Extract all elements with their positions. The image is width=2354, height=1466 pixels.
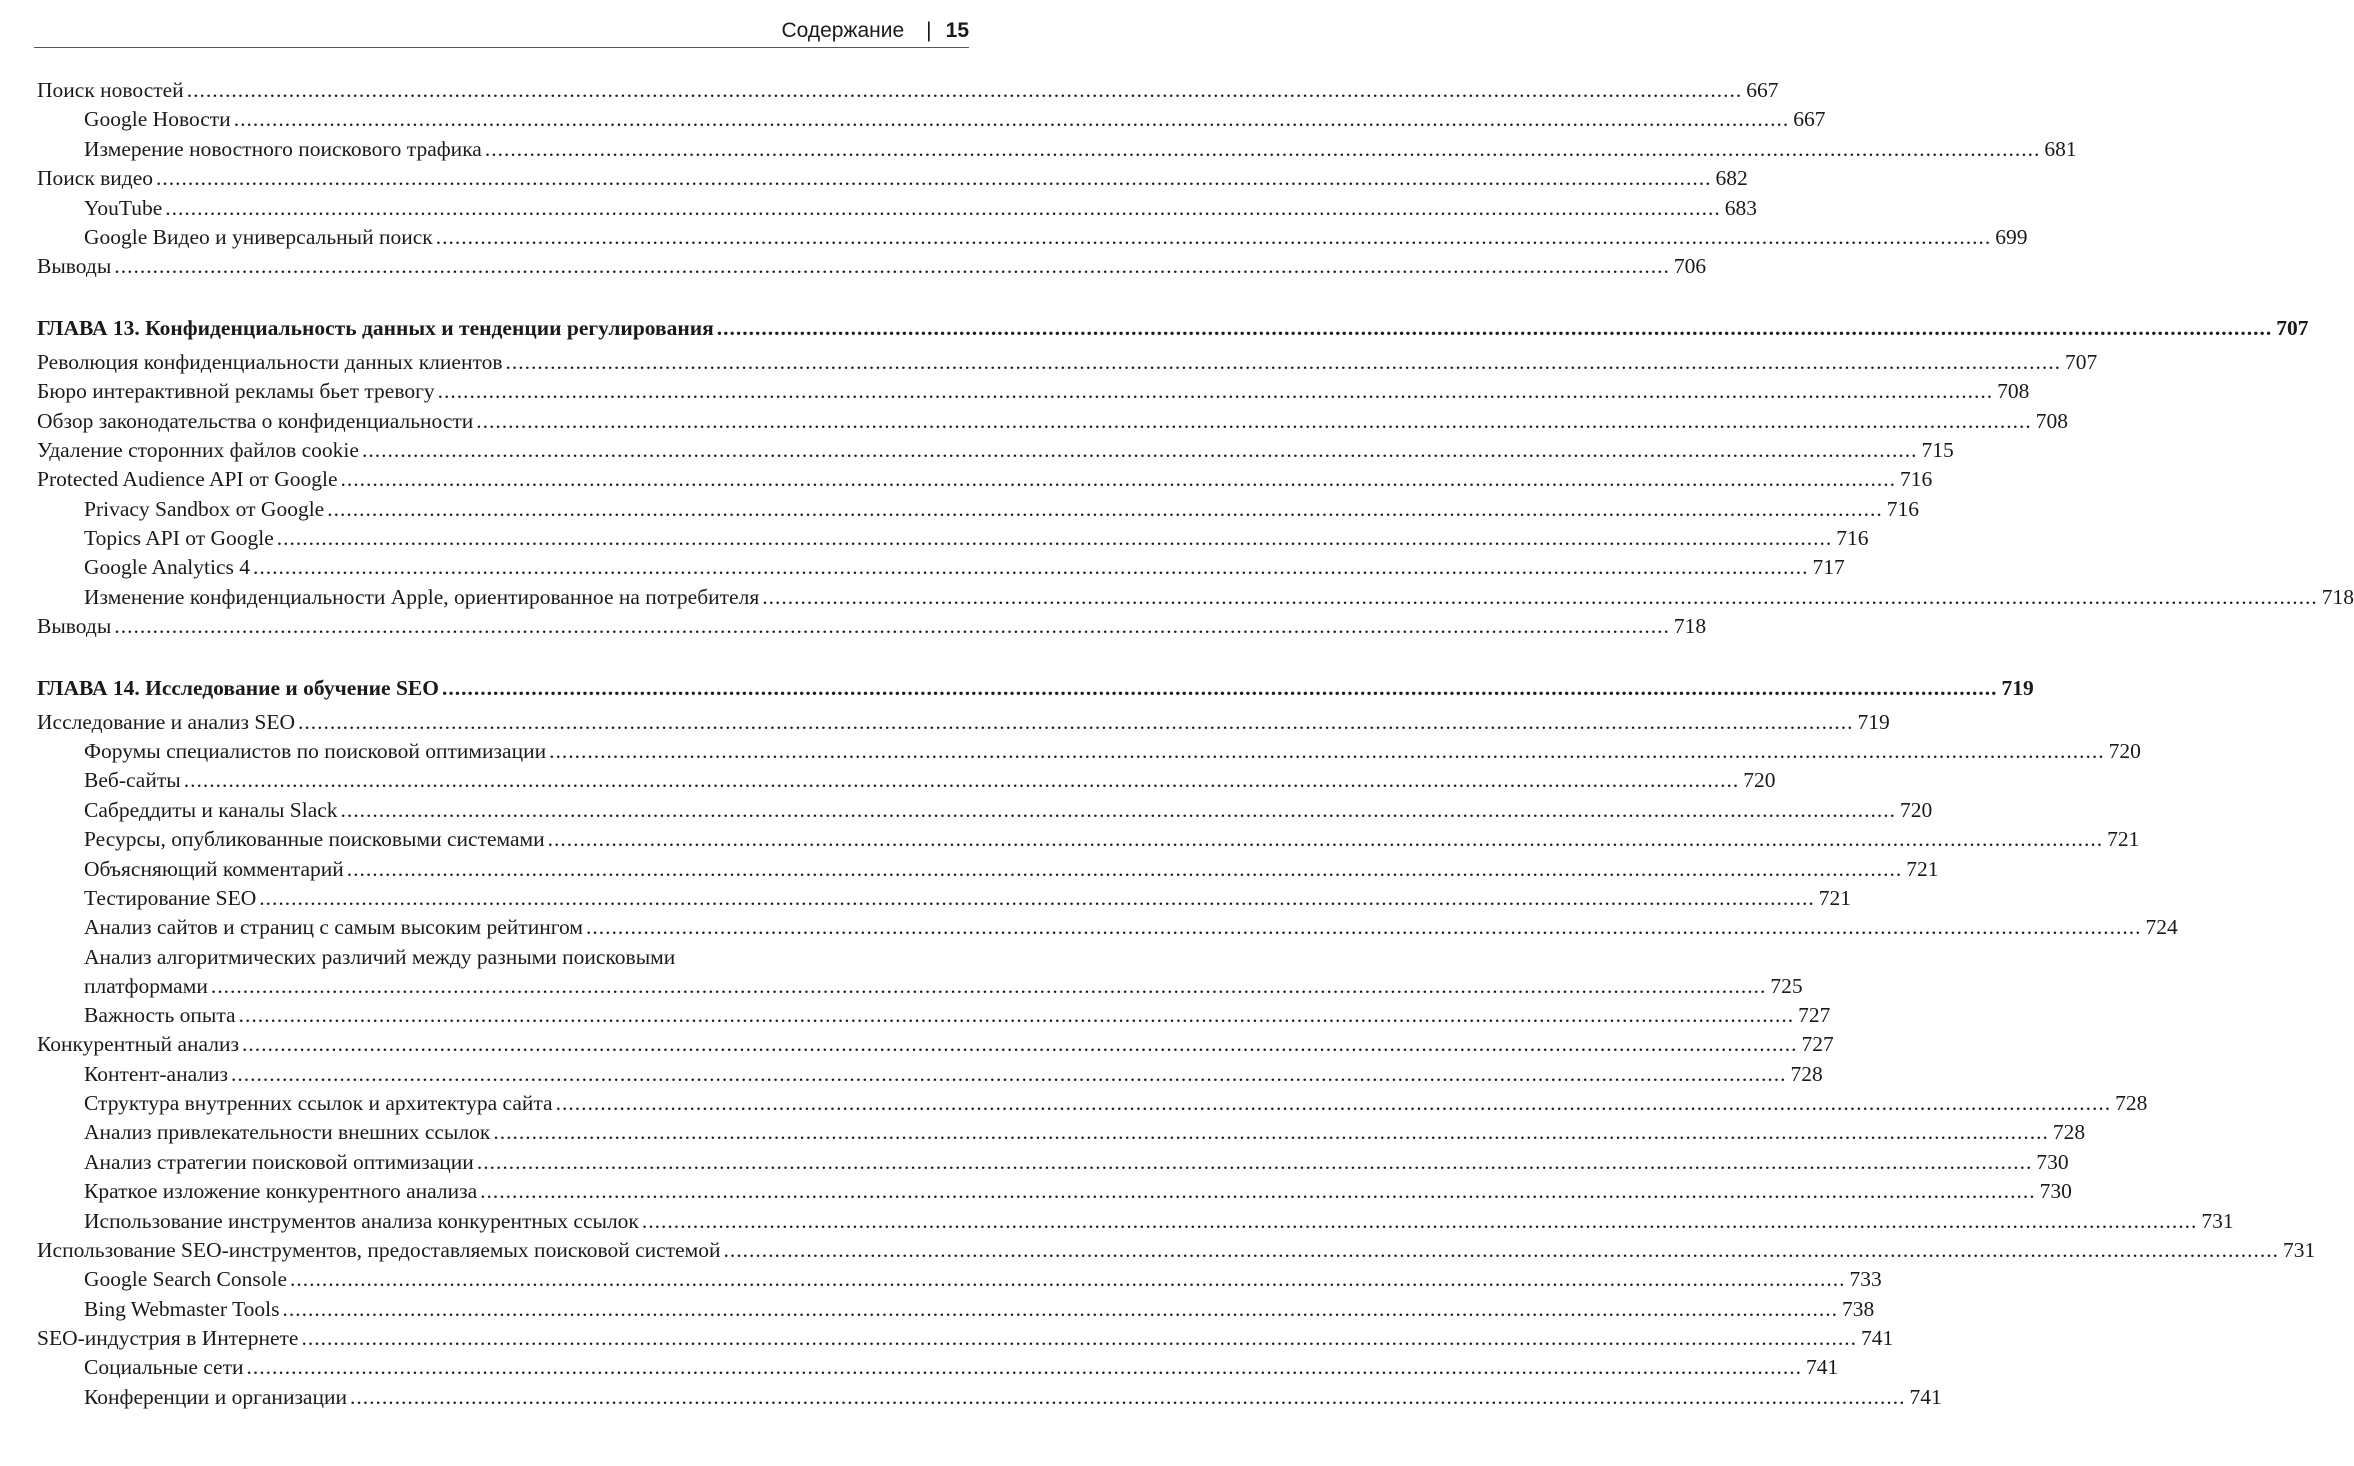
toc-entry-title: Использование SEO-инструментов, предоставляемых поисковой системой: [37, 1237, 721, 1262]
dot-leader: [114, 612, 1670, 641]
toc-entry: [37, 76, 1779, 105]
toc-entry-title: Удаление сторонних файлов cookie: [37, 437, 359, 462]
toc-entry-title: Тестирование SEO: [84, 885, 257, 910]
toc-entry-page: 667: [1793, 107, 1826, 132]
toc-entry: [37, 1295, 1875, 1324]
toc-entry-page: 707: [2064, 349, 2098, 374]
toc-entry-page: 719: [1857, 709, 1890, 734]
toc-entry-page: 727: [1798, 1002, 1831, 1027]
header-section-title: Содержание: [781, 19, 905, 42]
toc-entry-page: 699: [1995, 224, 2028, 249]
dot-leader: [548, 825, 2104, 854]
toc-entry-page: 731: [2283, 1237, 2316, 1262]
toc-block-3b: [37, 1001, 2316, 1412]
toc-entry: [37, 1177, 2072, 1206]
toc-entry: [37, 1030, 1834, 1059]
dot-leader: [476, 407, 2032, 436]
dot-leader: [114, 252, 1670, 281]
chapter-page: 719: [2001, 675, 2034, 700]
toc-entry-title: Google Видео и универсальный поиск: [84, 224, 433, 249]
toc-entry-page: 718: [2321, 584, 2354, 609]
chapter-13-heading: [37, 312, 2309, 344]
toc-entry-page: 721: [2107, 827, 2140, 852]
dot-leader: [298, 708, 1854, 737]
toc-entry: [37, 583, 2354, 612]
toc-entry: [37, 348, 2098, 377]
toc-block-1: [37, 76, 2077, 282]
toc-entry: [37, 135, 2077, 164]
toc-entry-title: Структура внутренних ссылок и архитектура сайта: [84, 1090, 553, 1115]
header-page-number: 15: [945, 19, 969, 42]
dot-leader: [505, 348, 2061, 377]
toc-entry: [37, 194, 1758, 223]
toc-entry-page: 716: [1886, 496, 1919, 521]
toc-entry: [37, 825, 2140, 854]
toc-entry-title: Измерение новостного поискового трафика: [84, 136, 482, 161]
toc-entry: [37, 223, 2028, 252]
toc-entry-title: Выводы: [37, 614, 112, 639]
toc-entry: [37, 884, 1852, 913]
dot-leader: [247, 1353, 1803, 1382]
toc-entry-page: 741: [1806, 1355, 1839, 1380]
dot-leader: [290, 1265, 1846, 1294]
toc-entry-page: 708: [2035, 408, 2069, 433]
toc-entry: [37, 855, 1939, 884]
toc-entry-title: Бюро интерактивной рекламы бьет тревогу: [37, 379, 435, 404]
toc-entry: [37, 105, 1826, 134]
toc-entry: [37, 1265, 1882, 1294]
toc-entry: [37, 1060, 1823, 1089]
toc-entry-page: 683: [1724, 195, 1758, 220]
toc-entry: [37, 524, 1869, 553]
dot-leader: [156, 164, 1712, 193]
toc-entry: [37, 164, 1748, 193]
toc-entry-title: Использование инструментов анализа конкурентных ссылок: [84, 1208, 639, 1233]
toc-entry-page: 733: [1849, 1267, 1882, 1292]
toc-entry-page: 716: [1900, 467, 1933, 492]
toc-entry-title: Поиск видео: [37, 166, 154, 191]
toc-entry-page: 724: [2145, 915, 2178, 940]
toc-entry: [37, 1324, 1894, 1353]
toc-entry-title: Google Search Console: [84, 1267, 288, 1292]
dot-leader: [253, 553, 1809, 582]
toc-entry-title: Google Новости: [84, 107, 231, 132]
toc-entry-page: 741: [1909, 1384, 1942, 1409]
toc-entry: [37, 252, 1707, 281]
toc-entry-page: 718: [1673, 614, 1707, 639]
header-separator: |: [926, 19, 932, 42]
toc-entry-title: Bing Webmaster Tools: [84, 1296, 280, 1321]
toc-entry-title: Изменение конфиденциальности Apple, ориентированное на потребителя: [84, 584, 760, 609]
dot-leader: [327, 495, 1883, 524]
toc-entry-title: Революция конфиденциальности данных клиентов: [37, 349, 503, 374]
running-header: [34, 18, 969, 48]
toc-entry-page: 731: [2201, 1208, 2234, 1233]
toc-entry-page: 728: [2052, 1120, 2086, 1145]
toc-entry-title: Анализ стратегии поисковой оптимизации: [84, 1149, 474, 1174]
toc-entry: [37, 1236, 2316, 1265]
toc-entry-title: Выводы: [37, 254, 112, 279]
toc-entry-page: 725: [1770, 973, 1803, 998]
dot-leader: [259, 884, 1815, 913]
dot-leader: [350, 1383, 1906, 1412]
toc-entry: [37, 465, 1933, 494]
toc-entry-title: Поиск новостей: [37, 78, 184, 102]
toc-entry-page: 667: [1746, 78, 1779, 102]
toc-entry-page: 721: [1818, 885, 1852, 910]
toc-entry-page: 720: [1743, 768, 1776, 793]
toc-entry-title: Контент-анализ: [84, 1061, 229, 1086]
dot-leader: [436, 223, 1992, 252]
toc-entry-title: Исследование и анализ SEO: [37, 709, 296, 734]
toc-entry-page: 728: [2115, 1090, 2148, 1115]
chapter-page: 707: [2276, 315, 2309, 340]
toc-entry: [37, 796, 1933, 825]
toc-entry: [37, 377, 2030, 406]
dot-leader: [231, 1060, 1787, 1089]
toc-entry-page: 706: [1673, 254, 1707, 279]
toc-entry-page: 717: [1812, 555, 1845, 580]
toc-entry-title: Важность опыта: [84, 1002, 236, 1027]
toc-entry-title: Веб-сайты: [84, 768, 181, 793]
toc-entry: [37, 553, 1845, 582]
dot-leader: [724, 1236, 2280, 1265]
toc-entry-page: 730: [2039, 1179, 2072, 1204]
dot-leader: [556, 1089, 2112, 1118]
toc-entry-page: 738: [1841, 1296, 1875, 1321]
dot-leader: [187, 76, 1743, 105]
toc-entry: [37, 1001, 1831, 1030]
chapter-title: ГЛАВА 13. Конфиденциальность данных и тенденции регулирования: [37, 315, 714, 340]
toc-entry-title: Конкурентный анализ: [37, 1032, 239, 1057]
toc-entry-page: 716: [1836, 526, 1869, 551]
dot-leader: [165, 194, 1721, 223]
dot-leader: [480, 1177, 2036, 1206]
toc-entry: [37, 1089, 2148, 1118]
toc-entry-page: 682: [1715, 166, 1748, 191]
dot-leader: [485, 135, 2041, 164]
toc-entry-page: 730: [2036, 1149, 2069, 1174]
toc-entry-page: 720: [2108, 739, 2141, 764]
toc-entry-title: Privacy Sandbox от Google: [84, 496, 325, 521]
dot-leader: [282, 1295, 1838, 1324]
dot-leader: [493, 1118, 2049, 1147]
toc-entry-page: 728: [1790, 1061, 1823, 1086]
toc-entry: [37, 1353, 1839, 1382]
toc-entry-title: Ресурсы, опубликованные поисковыми системами: [84, 827, 545, 852]
toc-entry: [37, 407, 2069, 436]
toc-entry: [37, 1118, 2086, 1147]
toc-entry-title: Социальные сети: [84, 1355, 244, 1380]
dot-leader: [301, 1324, 1857, 1353]
toc-entry-page: 741: [1860, 1326, 1894, 1351]
toc-entry-page: 708: [1997, 379, 2030, 404]
dot-leader: [234, 105, 1790, 134]
toc-entry-title: Форумы специалистов по поисковой оптимизации: [84, 739, 547, 764]
dot-leader: [642, 1207, 2198, 1236]
toc-entry: [37, 913, 2178, 942]
toc-entry-title: Анализ сайтов и страниц с самым высоким рейтингом: [84, 915, 583, 940]
chapter-14-heading: [37, 672, 2034, 704]
toc-entry: [37, 495, 1919, 524]
toc-entry: [37, 1383, 1942, 1412]
toc-entry-page: 681: [2044, 136, 2077, 161]
toc-entry-title-line2: платформами: [84, 973, 208, 998]
toc-entry-title: Объясняющий комментарий: [84, 856, 344, 881]
toc-block-3a: [37, 708, 2178, 943]
dot-leader: [341, 796, 1897, 825]
toc-entry: [37, 766, 1776, 795]
toc-entry: [37, 1148, 2069, 1177]
toc-entry-title: Protected Audience API от Google: [37, 467, 338, 492]
dot-leader: [549, 737, 2105, 766]
dot-leader: [762, 583, 2318, 612]
dot-leader: [347, 855, 1903, 884]
toc-entry-title: YouTube: [84, 195, 163, 220]
toc-entry-title: Краткое изложение конкурентного анализа: [84, 1179, 478, 1204]
dot-leader: [239, 1001, 1795, 1030]
toc-entry: [37, 708, 1890, 737]
toc-entry-title: Анализ привлекательности внешних ссылок: [84, 1120, 491, 1145]
toc-entry-page: 727: [1801, 1032, 1834, 1057]
toc-entry-title: Сабреддиты и каналы Slack: [84, 797, 338, 822]
toc-entry: [37, 1207, 2234, 1236]
toc-entry-page: 721: [1906, 856, 1939, 881]
toc-entry-page: 715: [1921, 437, 1954, 462]
toc-entry-page: 720: [1900, 797, 1933, 822]
dot-leader: [184, 766, 1740, 795]
dot-leader: [438, 377, 1994, 406]
toc-entry: [37, 436, 1954, 465]
toc-entry-title: Topics API от Google: [84, 526, 274, 551]
toc-entry-title-line1: Анализ алгоритмических различий между разными поисковыми: [84, 944, 676, 969]
toc-entry: [37, 612, 1707, 641]
table-of-contents: [37, 76, 2354, 1412]
toc-entry: [37, 737, 2141, 766]
toc-block-2: [37, 348, 2354, 642]
dot-leader: [477, 1148, 2033, 1177]
dot-leader: [242, 1030, 1798, 1059]
chapter-title: ГЛАВА 14. Исследование и обучение SEO: [37, 675, 439, 700]
dot-leader: [362, 436, 1918, 465]
dot-leader: [277, 524, 1833, 553]
toc-entry-title: SEO-индустрия в Интернете: [37, 1326, 299, 1351]
toc-entry-title: Конференции и организации: [84, 1384, 347, 1409]
toc-entry-title: Google Analytics 4: [84, 555, 251, 580]
dot-leader: [341, 465, 1897, 494]
toc-entry-title: Обзор законодательства о конфиденциальности: [37, 408, 474, 433]
dot-leader: [586, 913, 2142, 942]
toc-entry-wrapped: [37, 943, 1803, 1001]
